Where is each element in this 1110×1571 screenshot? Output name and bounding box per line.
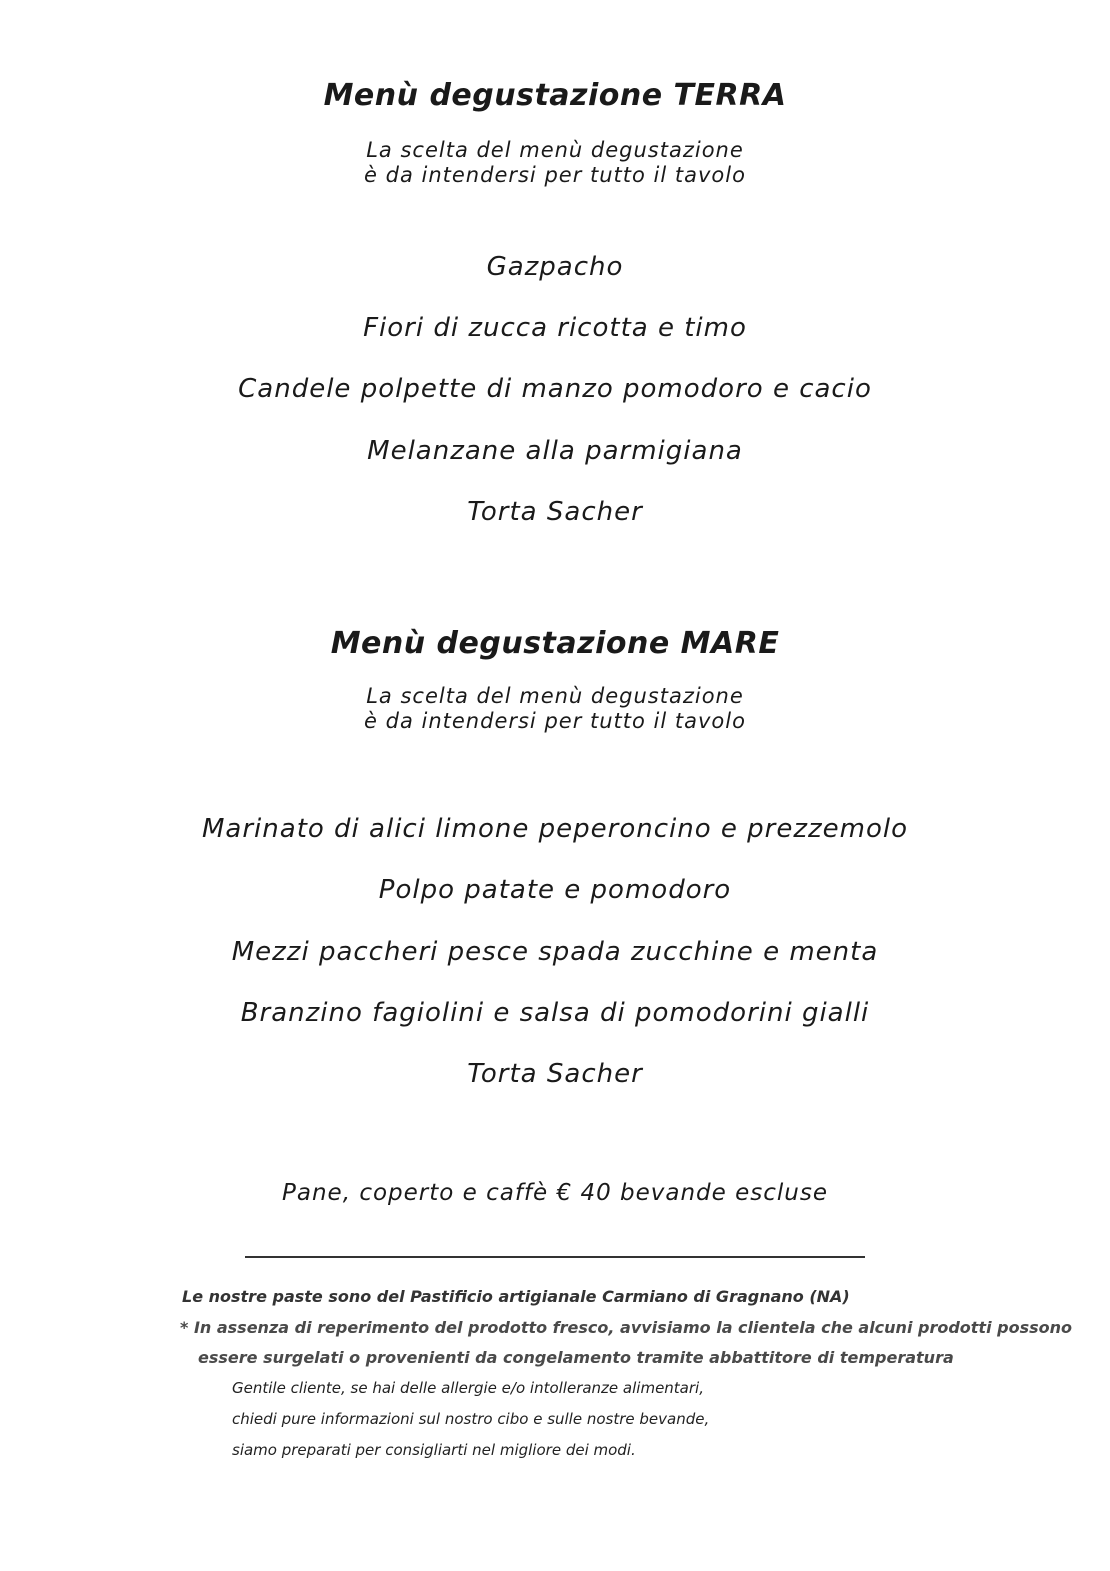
mare-subtitle-line1: La scelta del menù degustazione [366,684,744,708]
mare-subtitle-line2: è da intendersi per tutto il tavolo [364,709,746,733]
mare-dish: Marinato di alici limone peperoncino e prezzemolo [202,814,908,844]
frozen-note-line2: essere surgelati o provenienti da congelamento tramite abbattitore di temperatura [198,1348,954,1367]
allergy-note-line3: siamo preparati per consigliarti nel migliore dei modi. [232,1441,636,1459]
allergy-note-line1: Gentile cliente, se hai delle allergie e/o intolleranze alimentari, [232,1379,704,1397]
terra-subtitle-line2: è da intendersi per tutto il tavolo [364,163,746,187]
pasta-note: Le nostre paste sono del Pastificio artigianale Carmiano di Gragnano (NA) [182,1287,850,1306]
terra-subtitle-line1: La scelta del menù degustazione [366,138,744,162]
price-line: Pane, coperto e caffè € 40 bevande escluse [282,1180,828,1206]
terra-title: Menù degustazione TERRA [323,78,787,113]
mare-dish: Mezzi paccheri pesce spada zucchine e menta [231,937,879,967]
terra-dish: Melanzane alla parmigiana [367,436,743,466]
divider [245,1256,865,1258]
mare-dish: Torta Sacher [467,1059,643,1089]
mare-dish: Polpo patate e pomodoro [378,875,732,905]
terra-dish: Gazpacho [486,252,624,282]
terra-dish: Fiori di zucca ricotta e timo [363,313,747,343]
terra-dish: Torta Sacher [467,497,643,527]
allergy-note-line2: chiedi pure informazioni sul nostro cibo e sulle nostre bevande, [232,1410,710,1428]
frozen-note-line1: * In assenza di reperimento del prodotto fresco, avvisiamo la clientela che alcuni prodotti possono [180,1318,1072,1337]
terra-dish: Candele polpette di manzo pomodoro e cacio [238,374,872,404]
mare-dish: Branzino fagiolini e salsa di pomodorini gialli [240,998,870,1028]
mare-title: Menù degustazione MARE [330,626,780,661]
